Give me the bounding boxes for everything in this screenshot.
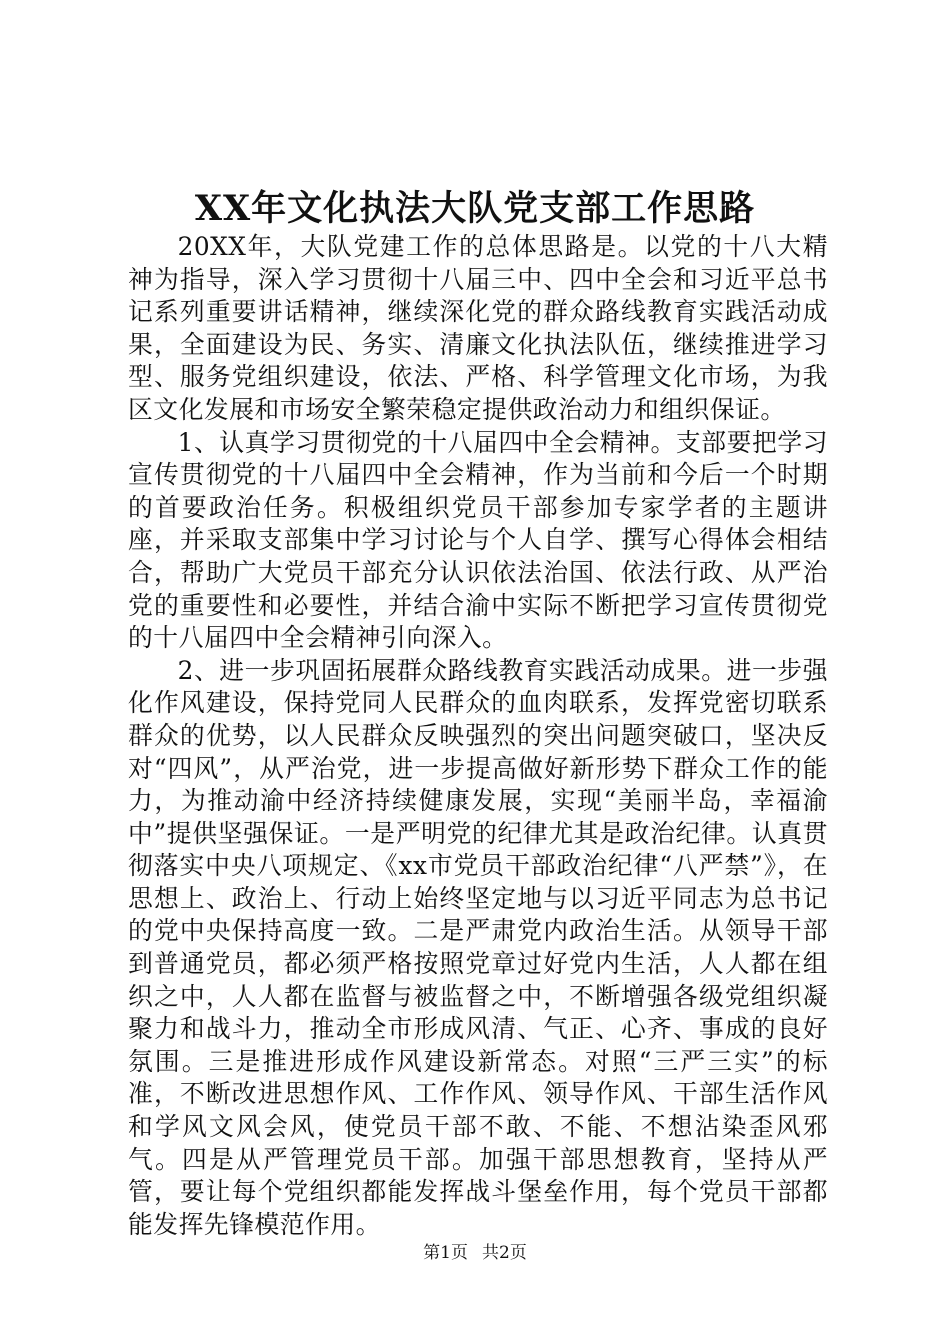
- page-footer: [0, 1241, 950, 1265]
- document-title: XX年文化执法大队党支部工作思路: [194, 188, 756, 229]
- paragraph-item-1: 1、认真学习贯彻党的十八届四中全会精神。支部要把学习宣传贯彻党的十八届四中全会精神，作为当前和今后一个时期的首要政治任务。积极组织党员干部参加专家学者的主题讲座，并采取支部集中学习讨论与个人自学、撰写心得体会相结合，帮助广大党员干部充分认识依法治国、依法行政、从严治党的重要性和必要性，并结合渝中实际不断把学习宣传贯彻党的十八届四中全会精神引向深入。: [128, 427, 828, 653]
- page-number-total: 共2页: [482, 1243, 527, 1263]
- document-body: [128, 231, 828, 1241]
- page-number-current: 第1页: [423, 1243, 468, 1263]
- paragraph-intro: 20XX年，大队党建工作的总体思路是。以党的十八大精神为指导，深入学习贯彻十八届三中、四中全会和习近平总书记系列重要讲话精神，继续深化党的群众路线教育实践活动成果，全面建设为民、务实、清廉文化执法队伍，继续推进学习型、服务党组织建设，依法、严格、科学管理文化市场，为我区文化发展和市场安全繁荣稳定提供政治动力和组织保证。: [128, 232, 828, 424]
- paragraph-item-2: 2、进一步巩固拓展群众路线教育实践活动成果。进一步强化作风建设，保持党同人民群众的血肉联系，发挥党密切联系群众的优势，以人民群众反映强烈的突出问题突破口，坚决反对“四风”，从严治党，进一步提高做好新形势下群众工作的能力，为推动渝中经济持续健康发展，实现“美丽半岛，幸福渝中”提供坚强保证。一是严明党的纪律尤其是政治纪律。认真贯彻落实中央八项规定、《xx市党员干部政治纪律“八严禁”》，在思想上、政治上、行动上始终坚定地与以习近平同志为总书记的党中央保持高度一致。二是严肃党内政治生活。从领导干部到普通党员，都必须严格按照党章过好党内生活，人人都在组织之中，人人都在监督与被监督之中，不断增强各级党组织凝聚力和战斗力，推动全市形成风清、气正、心齐、事成的良好氛围。三是推进形成作风建设新常态。对照“三严三实”的标准，不断改进思想作风、工作作风、领导作风、干部生活作风和学风文风会风，使党员干部不敢、不能、不想沾染歪风邪气。四是从严管理党员干部。加强干部思想教育，坚持从严管，要让每个党组织都能发挥战斗堡垒作用，每个党员干部都能发挥先锋模范作用。: [128, 655, 828, 1239]
